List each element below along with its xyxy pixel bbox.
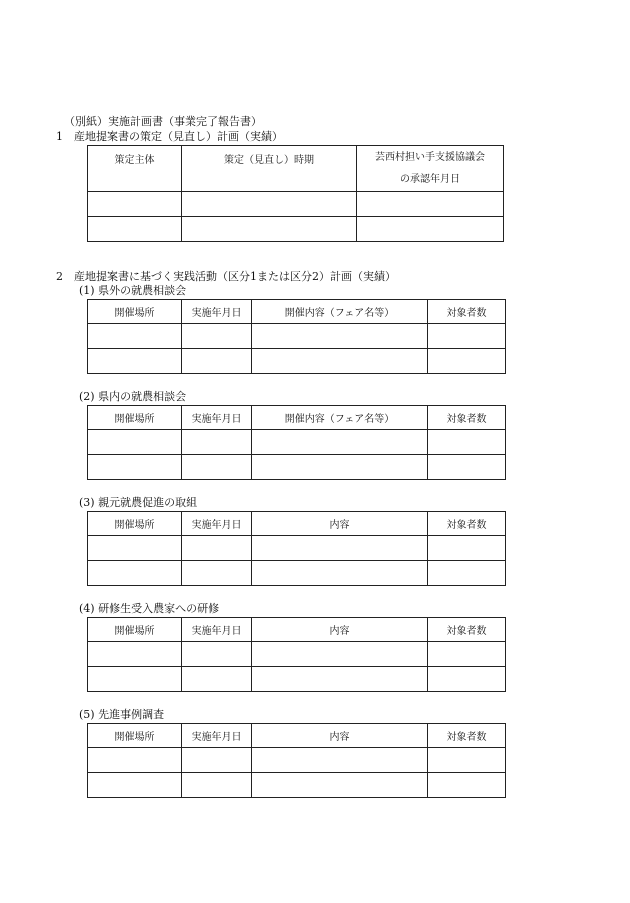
header-cell: 内容 [252, 618, 428, 642]
document-heading: （別紙）実施計画書（事業完了報告書） [64, 115, 262, 128]
table-cell[interactable] [88, 748, 182, 773]
table-header-row [88, 146, 504, 192]
table-cell[interactable] [252, 561, 428, 586]
table-row [88, 217, 504, 242]
header-cell: 対象者数 [428, 512, 506, 536]
header-cell: 開催場所 [88, 618, 182, 642]
table-cell[interactable] [428, 455, 506, 480]
table-cell[interactable] [357, 192, 504, 217]
header-cell: 実施年月日 [182, 406, 252, 430]
table-cell[interactable] [182, 642, 252, 667]
header-cell: 内容 [252, 512, 428, 536]
header-cell: 開催場所 [88, 724, 182, 748]
section-1-title: 1 産地提案書の策定（見直し）計画（実績） [56, 130, 283, 143]
table-cell[interactable] [88, 773, 182, 798]
table-cell[interactable] [252, 642, 428, 667]
table-cell[interactable] [252, 455, 428, 480]
table-cell[interactable] [428, 349, 506, 374]
table-cell[interactable] [182, 217, 357, 242]
table-cell[interactable] [182, 349, 252, 374]
table-header-row [88, 512, 506, 536]
header-cell: 開催場所 [88, 300, 182, 324]
header-line: 芸西村担い手支援協議会 [375, 152, 485, 163]
table-cell[interactable] [88, 561, 182, 586]
table-row [88, 349, 506, 374]
table-cell[interactable] [252, 349, 428, 374]
table-row [88, 667, 506, 692]
header-cell: 開催場所 [88, 512, 182, 536]
subsection-4-title: (4) 研修生受入農家への研修 [79, 602, 220, 615]
table-header-row [88, 724, 506, 748]
table-cell[interactable] [252, 324, 428, 349]
subsection-3-table [87, 511, 506, 586]
table-cell[interactable] [428, 667, 506, 692]
table-header-row [88, 300, 506, 324]
table-cell[interactable] [88, 536, 182, 561]
table-cell[interactable] [252, 667, 428, 692]
table-cell[interactable] [357, 217, 504, 242]
table-cell[interactable] [428, 642, 506, 667]
header-cell: 開催内容（フェア名等） [252, 406, 428, 430]
table-cell[interactable] [88, 349, 182, 374]
table-row [88, 192, 504, 217]
table-cell[interactable] [428, 430, 506, 455]
table-row [88, 748, 506, 773]
table-cell[interactable] [88, 192, 182, 217]
table-cell[interactable] [252, 748, 428, 773]
table-cell[interactable] [88, 642, 182, 667]
subsection-2-title: (2) 県内の就農相談会 [79, 390, 187, 403]
table-row [88, 561, 506, 586]
header-cell: 内容 [252, 724, 428, 748]
header-cell-approval [357, 146, 504, 192]
table-row [88, 773, 506, 798]
subsection-4-table [87, 617, 506, 692]
subsection-5-title: (5) 先進事例調査 [79, 708, 165, 721]
header-cell: 対象者数 [428, 618, 506, 642]
table-cell[interactable] [182, 324, 252, 349]
table-row [88, 324, 506, 349]
table-row [88, 536, 506, 561]
table-cell[interactable] [428, 536, 506, 561]
table-cell[interactable] [182, 748, 252, 773]
header-cell: 策定（見直し）時期 [182, 146, 357, 192]
table-row [88, 642, 506, 667]
table-cell[interactable] [252, 536, 428, 561]
table-cell[interactable] [252, 430, 428, 455]
subsection-1-title: (1) 県外の就農相談会 [79, 284, 187, 297]
header-cell: 開催場所 [88, 406, 182, 430]
table-cell[interactable] [428, 561, 506, 586]
table-header-row [88, 618, 506, 642]
table-cell[interactable] [182, 773, 252, 798]
header-cell: 対象者数 [428, 300, 506, 324]
table-cell[interactable] [182, 455, 252, 480]
header-cell: 策定主体 [88, 146, 182, 192]
table-cell[interactable] [88, 430, 182, 455]
header-cell: 開催内容（フェア名等） [252, 300, 428, 324]
table-cell[interactable] [428, 748, 506, 773]
header-cell: 対象者数 [428, 724, 506, 748]
table-cell[interactable] [88, 217, 182, 242]
table-row [88, 430, 506, 455]
table-cell[interactable] [88, 324, 182, 349]
table-cell[interactable] [428, 773, 506, 798]
section-2-title: 2 産地提案書に基づく実践活動（区分1または区分2）計画（実績） [56, 270, 396, 283]
table-cell[interactable] [88, 667, 182, 692]
table-header-row [88, 406, 506, 430]
subsection-3-title: (3) 親元就農促進の取組 [79, 496, 198, 509]
section-1-table [87, 145, 504, 242]
table-cell[interactable] [182, 536, 252, 561]
table-cell[interactable] [88, 455, 182, 480]
table-cell[interactable] [182, 561, 252, 586]
table-cell[interactable] [252, 773, 428, 798]
subsection-2-table [87, 405, 506, 480]
table-row [88, 455, 506, 480]
subsection-5-table [87, 723, 506, 798]
header-cell: 実施年月日 [182, 618, 252, 642]
subsection-1-table [87, 299, 506, 374]
header-cell: 実施年月日 [182, 300, 252, 324]
table-cell[interactable] [428, 324, 506, 349]
header-cell: 対象者数 [428, 406, 506, 430]
table-cell[interactable] [182, 430, 252, 455]
header-cell: 実施年月日 [182, 724, 252, 748]
table-cell[interactable] [182, 192, 357, 217]
table-cell[interactable] [182, 667, 252, 692]
header-line: の承認年月日 [400, 174, 460, 185]
header-cell: 実施年月日 [182, 512, 252, 536]
